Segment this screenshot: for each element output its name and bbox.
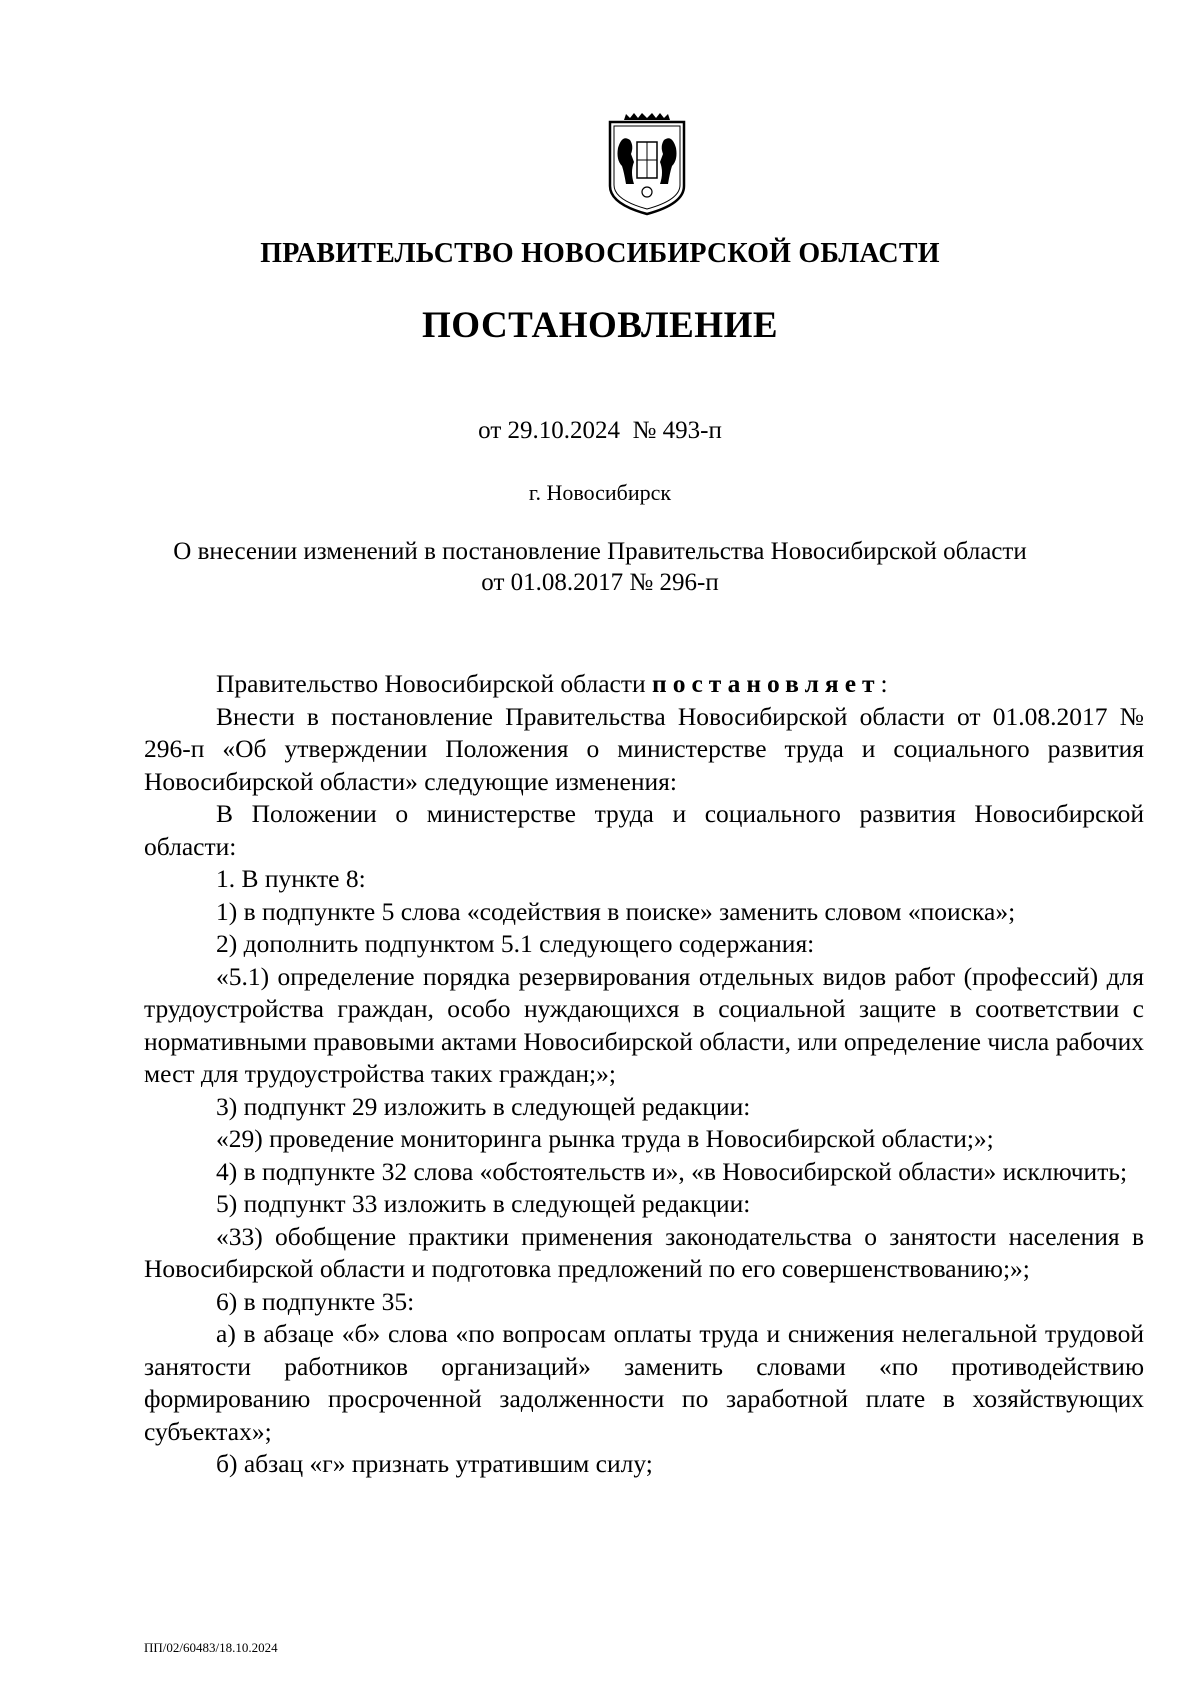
subject-line-2: от 01.08.2017 № 296-п <box>481 569 719 596</box>
body-paragraph: «5.1) определение порядка резервирования отдельных видов работ (профессий) для трудоустройства граждан, особо нуждающихся в социальной защите в соответствии с нормативными правовыми актами Новосибирской области, или определение числа рабочих мест для трудоустройства таких граждан;»; <box>144 961 1144 1088</box>
preamble-colon: : <box>880 669 888 698</box>
body-paragraph: 6) в подпункте 35: <box>216 1286 415 1316</box>
body-paragraph: 3) подпункт 29 изложить в следующей редакции: <box>216 1091 751 1121</box>
body-paragraph: «29) проведение мониторинга рынка труда в Новосибирской области;»; <box>216 1124 994 1153</box>
body-paragraph: В Положении о министерстве труда и социального развития Новосибирской области: <box>144 799 1144 861</box>
document-date-number: от 29.10.2024 № 493-п <box>478 417 722 444</box>
body-paragraph: 1) в подпункте 5 слова «содействия в поиске» заменить словом «поиска»; <box>216 896 1016 926</box>
document-type-title: ПОСТАНОВЛЕНИЕ <box>421 305 779 346</box>
body-paragraph: 2) дополнить подпунктом 5.1 следующего содержания: <box>216 929 815 958</box>
body-paragraph: 1. В пункте 8: <box>216 864 366 893</box>
preamble-paragraph <box>144 668 1144 701</box>
document-body <box>144 668 1144 1481</box>
body-paragraph: а) в абзаце «б» слова «по вопросам оплаты труда и снижения нелегальной трудовой занятости работников организаций» заменить словами «по противодействию формированию просроченной задолженности по заработной плате в хозяйствующих субъектах»; <box>144 1319 1144 1446</box>
document-city: г. Новосибирск <box>528 480 672 505</box>
body-paragraph: Внести в постановление Правительства Новосибирской области от 01.08.2017 № 296-п «Об утверждении Положения о министерстве труда и социального развития Новосибирской области» следующие изменения: <box>144 701 1144 796</box>
novosibirsk-coat-of-arms-icon <box>604 112 690 218</box>
body-paragraph: б) абзац «г» признать утратившим силу; <box>216 1449 653 1478</box>
organization-title: ПРАВИТЕЛЬСТВО НОВОСИБИРСКОЙ ОБЛАСТИ <box>260 238 940 269</box>
document-subject <box>140 536 1060 598</box>
body-paragraph: 5) подпункт 33 изложить в следующей редакции: <box>216 1189 751 1218</box>
preamble-text: Правительство Новосибирской области <box>216 669 652 698</box>
body-paragraph: «33) обобщение практики применения законодательства о занятости населения в Новосибирской области и подготовка предложений по его совершенствованию;»; <box>144 1221 1144 1283</box>
subject-line-1: О внесении изменений в постановление Правительства Новосибирской области <box>173 538 1027 565</box>
preamble-emphasis: постановляет <box>652 669 881 698</box>
document-code-footer: ПП/02/60483/18.10.2024 <box>144 1640 278 1655</box>
body-paragraph: 4) в подпункте 32 слова «обстоятельств и», «в Новосибирской области» исключить; <box>216 1156 1128 1186</box>
